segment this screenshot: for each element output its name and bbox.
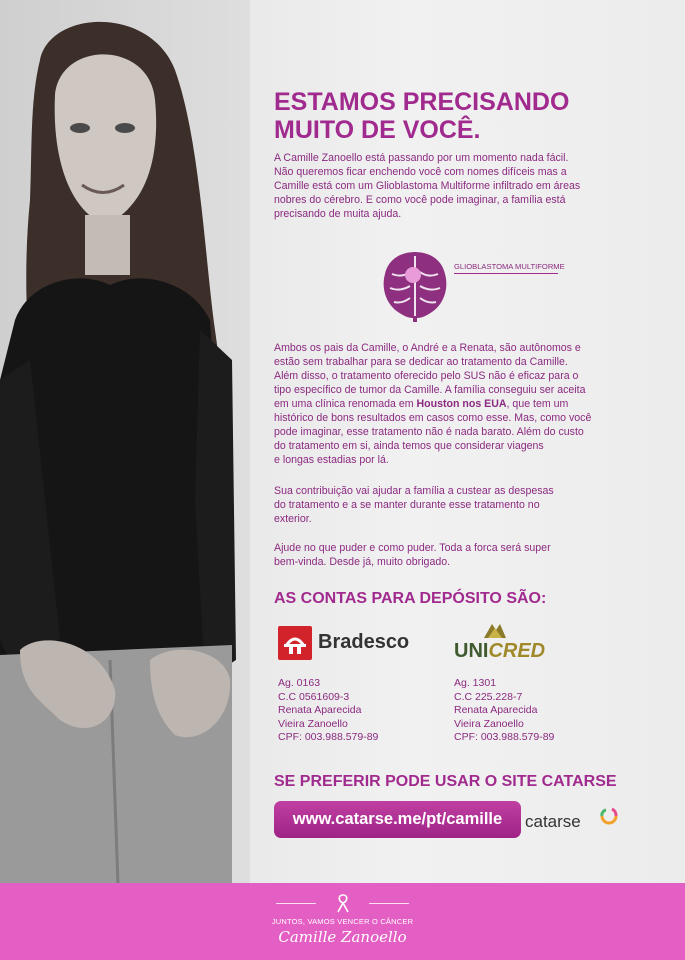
body-line: exterior. xyxy=(274,513,312,525)
body-line: Ajude no que puder e como puder. Toda a forca será super xyxy=(274,542,551,554)
body-paragraph-3 xyxy=(274,541,639,569)
intro-line: Camille está com um Glioblastoma Multiforme infiltrado em áreas xyxy=(274,180,581,192)
footer-slogan: JUNTOS, VAMOS VENCER O CÂNCER xyxy=(271,917,414,926)
girl-photo xyxy=(0,0,250,885)
account-line: CPF: 003.988.579-89 xyxy=(278,731,379,744)
footer-signature: Camille Zanoello xyxy=(278,928,407,946)
body-line: Além disso, o tratamento oferecido pelo SUS não é eficaz para o xyxy=(274,370,579,382)
body-text: , que tem um xyxy=(506,398,569,410)
accounts-title: AS CONTAS PARA DEPÓSITO SÃO: xyxy=(274,590,547,607)
diagram-label: GLIOBLASTOMA MULTIFORME xyxy=(454,262,565,271)
headline-line-1: ESTAMOS PRECISANDO xyxy=(274,88,570,116)
body-paragraph-1 xyxy=(274,341,639,467)
footer-rule-left xyxy=(276,903,316,904)
bradesco-account-info xyxy=(278,677,378,745)
intro-line: precisando de muita ajuda. xyxy=(274,208,402,220)
body-line: e longas estadias por lá. xyxy=(274,454,389,466)
catarse-swirl-icon xyxy=(598,804,620,826)
unicred-account-info xyxy=(454,677,554,745)
body-text: em uma clínica renomada em xyxy=(274,398,417,410)
account-line: CPF: 003.988.579-89 xyxy=(454,731,555,744)
unicred-icon xyxy=(482,620,508,640)
body-line: estão sem trabalhar para se dedicar ao tratamento da Camille. xyxy=(274,356,568,368)
pink-ribbon-icon xyxy=(336,893,350,913)
footer-rule-right xyxy=(369,903,409,904)
body-line: do tratamento em si, ainda temos que considerar viagens xyxy=(274,440,544,452)
account-line: Renata Aparecida xyxy=(454,704,538,717)
account-line: Ag. 1301 xyxy=(454,677,497,689)
unicred-name-cred: CRED xyxy=(488,640,546,662)
body-line: pode imaginar, esse tratamento não é nada barato. Além do custo xyxy=(274,426,584,438)
body-line: Ambos os pais da Camille, o André e a Renata, são autônomos e xyxy=(274,342,581,354)
headline xyxy=(274,88,674,144)
body-paragraph-2 xyxy=(274,484,639,526)
unicred-name-uni: UNI xyxy=(454,640,489,662)
bradesco-name: Bradesco xyxy=(318,631,410,653)
account-line: Vieira Zanoello xyxy=(278,717,348,730)
account-line: Vieira Zanoello xyxy=(454,717,524,730)
catarse-title: SE PREFERIR PODE USAR O SITE CATARSE xyxy=(274,773,617,790)
body-line: histórico de bons resultados em casos como esse. Mas, como você xyxy=(274,412,592,424)
footer-band xyxy=(0,883,685,960)
intro-line: A Camille Zanoello está passando por um momento nada fácil. xyxy=(274,152,569,164)
body-line: do tratamento e a se manter durante esse tratamento no xyxy=(274,499,540,511)
catarse-url-button[interactable]: www.catarse.me/pt/camille xyxy=(274,801,521,838)
body-line: bem-vinda. Desde já, muito obrigado. xyxy=(274,556,451,568)
diagram-divider xyxy=(454,273,558,274)
bradesco-icon xyxy=(278,626,312,660)
catarse-logo-text: catarse xyxy=(525,812,581,831)
body-line: tipo específico de tumor da Camille. A família conseguiu ser aceita xyxy=(274,384,586,396)
account-line: C.C 225.228-7 xyxy=(454,690,523,703)
catarse-logo xyxy=(525,812,581,832)
body-line-with-highlight xyxy=(274,397,639,411)
intro-line: Não queremos ficar enchendo você com nomes difíceis mas a xyxy=(274,166,567,178)
intro-paragraph xyxy=(274,151,639,221)
body-line: Sua contribuição vai ajudar a família a custear as despesas xyxy=(274,485,554,497)
account-line: C.C 0561609-3 xyxy=(278,690,350,703)
unicred-name xyxy=(454,640,545,663)
brain-icon xyxy=(380,248,450,324)
houston-highlight: Houston nos EUA xyxy=(416,398,507,410)
glioblastoma-diagram xyxy=(380,248,670,326)
account-line: Ag. 0163 xyxy=(278,677,321,689)
headline-line-2: MUITO DE VOCÊ. xyxy=(274,116,481,144)
intro-line: nobres do cérebro. E como você pode imaginar, a família está xyxy=(274,194,566,206)
account-line: Renata Aparecida xyxy=(278,704,362,717)
